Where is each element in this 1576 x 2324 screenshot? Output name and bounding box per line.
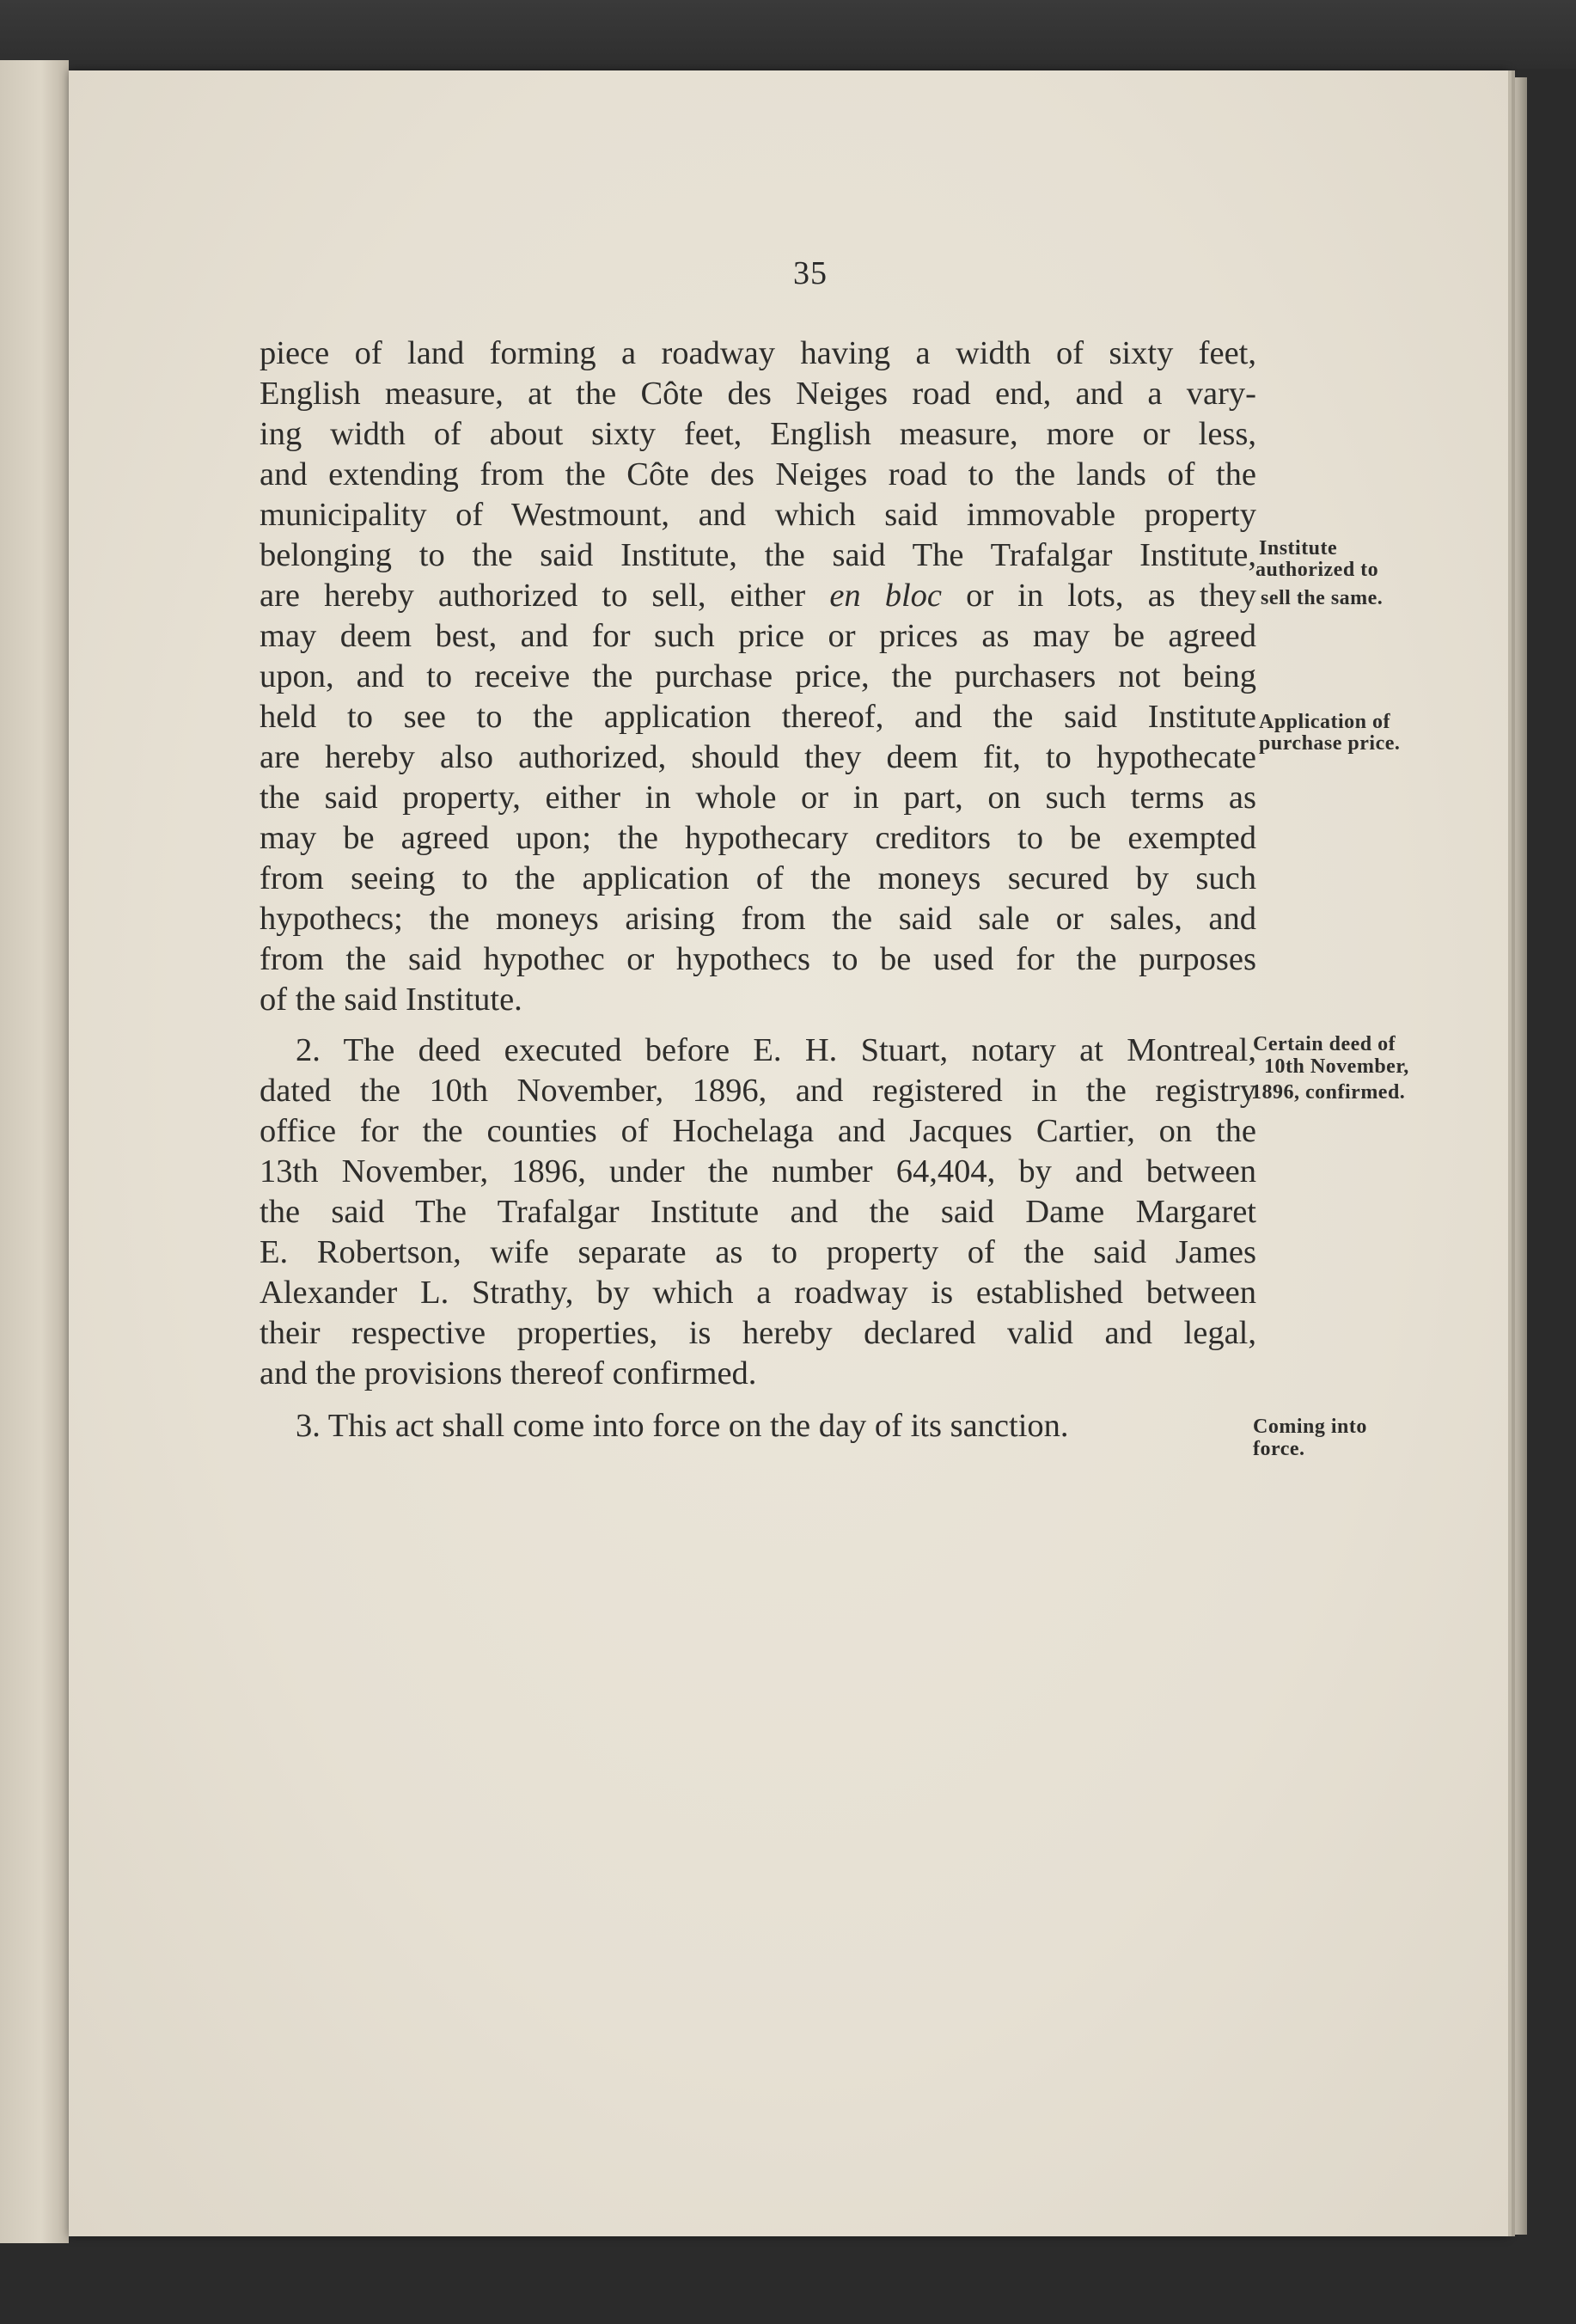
text-line: are hereby also authorized, should they deem fit, to hypothecate (260, 739, 1256, 775)
margin-note: sell the same. (1261, 587, 1384, 609)
italic-phrase: en bloc (829, 578, 943, 614)
text-line: 3. This act shall come into force on the day of its sanction. (296, 1408, 1069, 1444)
text-line: Alexander L. Strathy, by which a roadway is established between (260, 1275, 1256, 1311)
text-line: upon, and to receive the purchase price, the purchasers not being (260, 658, 1256, 694)
text-line: held to see to the application thereof, and the said Institute (260, 699, 1256, 735)
text-line: the said The Trafalgar Institute and the said Dame Margaret (260, 1194, 1256, 1230)
scanner-background (0, 0, 1576, 69)
text-line: are hereby authorized to sell, either en bloc or in lots, as they (260, 578, 1257, 614)
text-line: their respective properties, is hereby declared valid and legal, (260, 1315, 1256, 1351)
text-line: and the provisions thereof confirmed. (260, 1355, 757, 1391)
text-line: from seeing to the application of the moneys secured by such (260, 860, 1256, 896)
text-line: the said property, either in whole or in part, on such terms as (260, 780, 1256, 816)
margin-note: 10th November, (1264, 1055, 1409, 1078)
text-line: hypothecs; the moneys arising from the said sale or sales, and (260, 901, 1256, 937)
book-gutter (0, 60, 69, 2243)
margin-note: purchase price. (1259, 732, 1401, 755)
text-line: piece of land forming a roadway having a width of sixty feet, (260, 335, 1256, 371)
margin-note: Certain deed of (1253, 1033, 1396, 1055)
margin-note: 1896, confirmed. (1251, 1081, 1406, 1104)
text-line: from the said hypothec or hypothecs to be used for the purposes (260, 941, 1256, 977)
text-line: belonging to the said Institute, the said The Trafalgar Institute, (260, 537, 1256, 573)
page-edge (1508, 77, 1527, 2235)
text-line: municipality of Westmount, and which said immovable property (260, 497, 1256, 533)
text-line: ing width of about sixty feet, English measure, more or less, (260, 416, 1256, 452)
text-line: may be agreed upon; the hypothecary creditors to be exempted (260, 820, 1256, 856)
text-line: dated the 10th November, 1896, and registered in the registry (260, 1073, 1256, 1109)
text-line: and extending from the Côte des Neiges road to the lands of the (260, 456, 1256, 492)
text-line: English measure, at the Côte des Neiges road end, and a vary- (260, 376, 1256, 412)
margin-note: authorized to (1255, 559, 1379, 581)
text-line: of the said Institute. (260, 982, 522, 1018)
margin-note: force. (1253, 1438, 1305, 1460)
text-line: 2. The deed executed before E. H. Stuart, notary at Montreal, (296, 1032, 1256, 1068)
margin-note: Application of (1259, 711, 1391, 733)
text-line: office for the counties of Hochelaga and Jacques Cartier, on the (260, 1113, 1256, 1149)
text-line: 13th November, 1896, under the number 64,404, by and between (260, 1153, 1256, 1190)
margin-note: Coming into (1253, 1416, 1367, 1438)
page-number: 35 (793, 255, 828, 291)
text-line: E. Robertson, wife separate as to property of the said James (260, 1234, 1256, 1270)
text-line: may deem best, and for such price or prices as may be agreed (260, 618, 1256, 654)
margin-note: Institute (1259, 537, 1338, 560)
